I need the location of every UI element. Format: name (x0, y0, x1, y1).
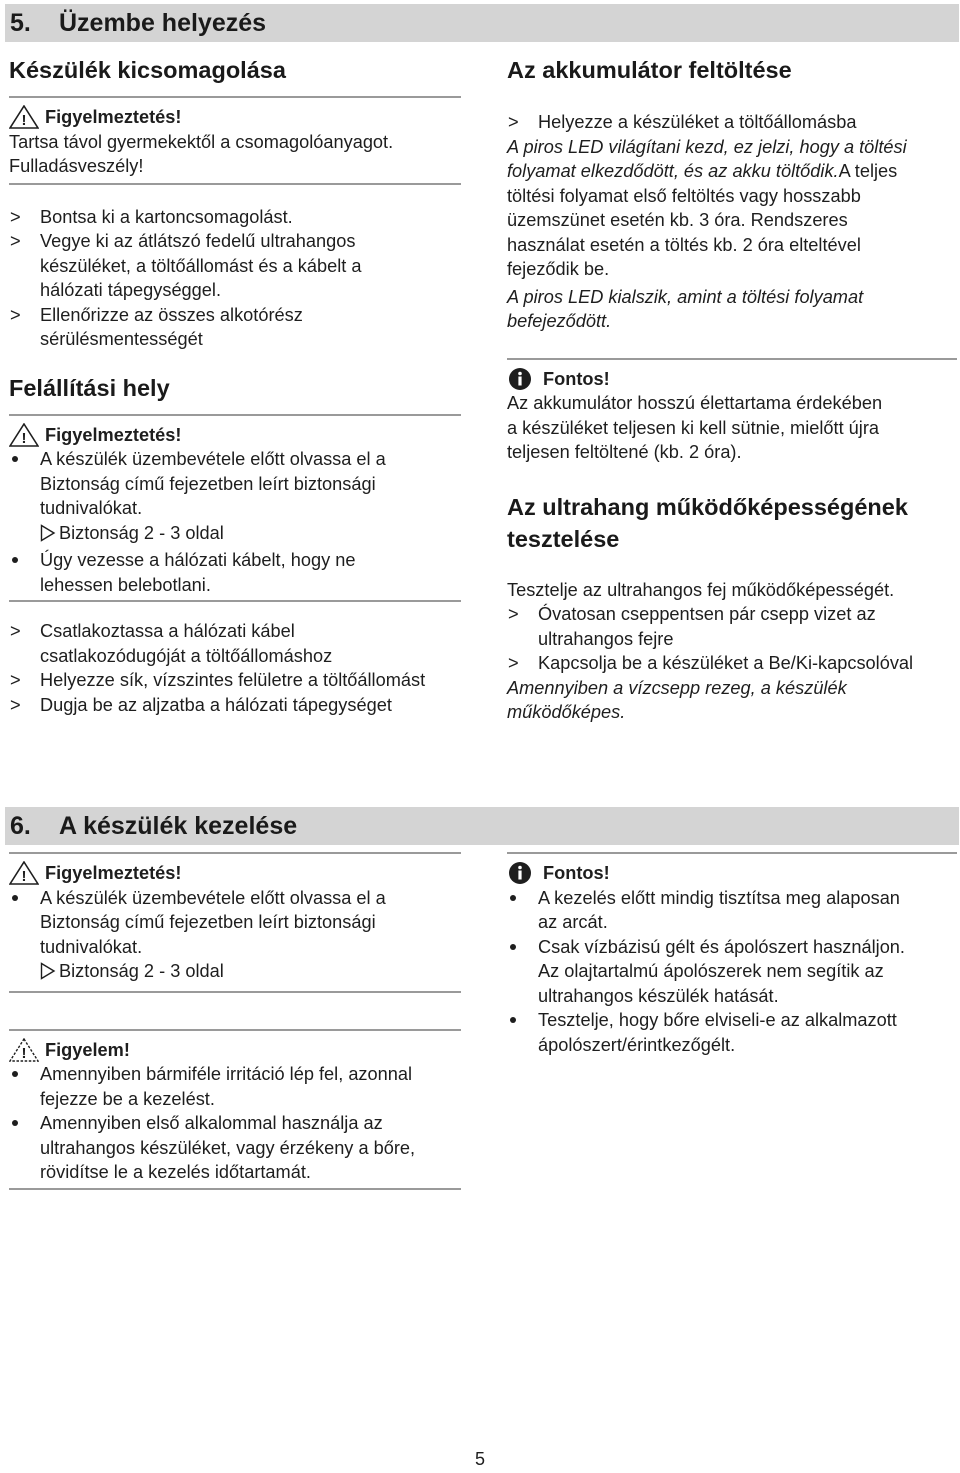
bullet-text: A készülék üzembevétele előtt olvassa el a (40, 887, 386, 908)
charging-text: töltési folyamat első feltöltés vagy hosszabb (507, 185, 861, 206)
bullet-text: lehessen belebotlani. (40, 574, 211, 595)
list-item (9, 548, 461, 597)
arrow-right-icon (40, 962, 56, 980)
bullet-text: Amennyiben első alkalommal használja az (40, 1113, 383, 1134)
list-item (507, 651, 957, 676)
list-item (507, 110, 957, 135)
list-item (9, 619, 461, 668)
bullet-text: ultrahangos készüléket, vagy érzékeny a bőre, (40, 1137, 416, 1158)
bullet-text: Biztonság című fejezetben leírt biztonsági (40, 473, 376, 494)
list-item (9, 303, 461, 352)
step-text: Óvatosan cseppentsen pár csepp vizet az (538, 604, 876, 624)
step-text: Csatlakoztassa a hálózati kábel (40, 621, 295, 642)
svg-text:!: ! (21, 1045, 27, 1062)
warning-title: Figyelmeztetés! (45, 863, 182, 883)
bullet-text: rövidítse le a kezelés időtartamát. (40, 1162, 311, 1183)
section-5-number: 5. (10, 9, 31, 37)
warning-header (9, 861, 461, 886)
info-icon (507, 861, 537, 885)
section-6-number: 6. (10, 812, 31, 840)
test-intro: Tesztelje az ultrahangos fej működőképességét. (507, 579, 895, 600)
bullet-text: ápolószert/érintkezőgélt. (538, 1034, 736, 1055)
list-item (9, 1111, 461, 1185)
test-heading (507, 491, 957, 555)
step-text: hálózati tápegységgel. (40, 280, 221, 300)
section-6-header (5, 807, 959, 845)
test-heading-line: tesztelése (507, 525, 620, 552)
important-text: a készüléket teljesen ki kell sütnie, mielőtt újra (507, 417, 880, 438)
test-heading-line: Az ultrahang működőképességének (507, 493, 908, 520)
italic-note: befejeződött. (507, 311, 612, 331)
step-text: Helyezze sík, vízszintes felületre a töltőállomást (40, 670, 426, 691)
divider (9, 1188, 461, 1190)
charging-text: használat esetén a töltés kb. 2 óra elteltével (507, 234, 861, 255)
warning-header (9, 423, 461, 448)
important-text: teljesen feltöltené (kb. 2 óra). (507, 442, 742, 462)
info-icon (507, 367, 537, 391)
bullet-text: Biztonság című fejezetben leírt biztonsági (40, 912, 376, 932)
italic-note: folyamat elkezdődött, és az akku töltődik. (507, 161, 839, 181)
warning-icon (9, 423, 39, 447)
bullet-text: A kezelés előtt mindig tisztítsa meg alaposan (538, 887, 900, 908)
warning-icon (9, 861, 39, 885)
setup-warning (9, 416, 461, 598)
charging-text (507, 159, 957, 184)
italic-note: A piros LED kialszik, amint a töltési folyamat (507, 286, 864, 307)
bullet-text: Úgy vezesse a hálózati kábelt, hogy ne (40, 550, 356, 571)
list-item (9, 447, 461, 548)
svg-text:!: ! (21, 112, 27, 130)
setup-steps (9, 602, 461, 717)
step-marker: > (10, 304, 21, 325)
safety-page-reference (40, 959, 224, 984)
left-column-top (9, 56, 461, 717)
list-item (9, 205, 461, 230)
bullet-text: Csak vízbázisú gélt és ápolószert használjon. (538, 936, 905, 957)
list-item (9, 693, 461, 718)
list-item (507, 935, 957, 1009)
unpacking-steps (9, 185, 461, 352)
italic-note: működőképes. (507, 702, 626, 722)
svg-text:!: ! (21, 429, 27, 447)
charging-heading: Az akkumulátor feltöltése (507, 57, 792, 83)
caution-note (9, 1031, 461, 1185)
italic-note: Amennyiben a vízcsepp rezeg, a készülék (507, 677, 847, 698)
step-marker: > (508, 112, 519, 132)
bullet-text: fejezze be a kezelést. (40, 1088, 215, 1109)
svg-text:!: ! (21, 868, 27, 886)
list-item (507, 1008, 957, 1057)
divider (9, 991, 461, 993)
list-item (9, 668, 461, 693)
important-text: Az akkumulátor hosszú élettartama érdekében (507, 393, 883, 413)
italic-note: A piros LED világítani kezd, ez jelzi, hogy a töltési (507, 136, 907, 157)
section-6-title: A készülék kezelése (59, 812, 298, 840)
warning-line: Tartsa távol gyermekektől a csomagolóanyagot. (9, 131, 394, 152)
arrow-right-icon (40, 524, 56, 542)
bullet-text: A készülék üzembevétele előtt olvassa el a (40, 449, 386, 469)
charging-important (507, 360, 957, 465)
safety-page-reference (40, 521, 224, 546)
list-item (507, 886, 957, 935)
step-text: Dugja be az aljzatba a hálózati tápegységet (40, 694, 392, 715)
step-text: Kapcsolja be a készüléket a Be/Ki-kapcsolóval (538, 653, 914, 673)
bullet-text: Amennyiben bármiféle irritáció lép fel, azonnal (40, 1064, 413, 1085)
caution-icon (9, 1038, 39, 1062)
caution-title: Figyelem! (45, 1039, 130, 1060)
reference-text: Biztonság 2 - 3 oldal (59, 961, 224, 981)
setup-heading: Felállítási hely (9, 374, 170, 401)
step-marker: > (508, 653, 519, 673)
charging-text: fejeződik be. (507, 259, 610, 279)
list-item (9, 886, 461, 987)
bullet-text: az arcát. (538, 912, 608, 932)
caution-header (9, 1038, 461, 1063)
bullet-text: ultrahangos készülék hatását. (538, 985, 779, 1006)
important-header (507, 367, 957, 392)
step-text: Ellenőrizze az összes alkotórész (40, 304, 303, 325)
bullet-text: Tesztelje, hogy bőre elviseli-e az alkalmazott (538, 1010, 897, 1030)
step-text: Helyezze a készüléket a töltőállomásba (538, 112, 857, 132)
page-number: 5 (474, 1449, 485, 1469)
reference-text: Biztonság 2 - 3 oldal (59, 522, 224, 543)
step-marker: > (10, 206, 21, 227)
usage-warning (9, 854, 461, 987)
step-text: csatlakozódugóját a töltőállomáshoz (40, 645, 333, 666)
bullet-text: tudnivalókat. (40, 936, 143, 957)
charging-body (507, 86, 957, 334)
unpacking-warning (9, 98, 461, 179)
usage-important (507, 854, 957, 1057)
step-marker: > (10, 670, 21, 691)
step-marker: > (508, 604, 519, 624)
step-text: sérülésmentességét (40, 329, 203, 349)
step-text: ultrahangos fejre (538, 628, 674, 649)
warning-header (9, 105, 461, 130)
step-marker: > (10, 694, 21, 715)
list-item (507, 602, 957, 651)
test-body (507, 555, 957, 725)
important-title: Fontos! (543, 368, 610, 389)
unpacking-heading: Készülék kicsomagolása (9, 57, 286, 83)
charging-text: üzemszünet esetén kb. 3 óra. Rendszeres (507, 210, 848, 230)
section-5-title: Üzembe helyezés (59, 9, 267, 37)
warning-icon (9, 105, 39, 129)
step-marker: > (10, 231, 21, 251)
section-5-header (5, 4, 959, 42)
bullet-text: Az olajtartalmú ápolószerek nem segítik az (538, 961, 884, 981)
warning-title: Figyelmeztetés! (45, 424, 182, 445)
important-title: Fontos! (543, 863, 610, 883)
step-marker: > (10, 621, 21, 642)
step-text: Bontsa ki a kartoncsomagolást. (40, 206, 293, 227)
left-column-bottom (9, 852, 461, 1190)
bullet-text: tudnivalókat. (40, 498, 143, 518)
charging-text-part: A teljes (838, 161, 898, 181)
list-item (9, 1062, 461, 1111)
right-column-bottom (507, 852, 957, 1057)
step-text: Vegye ki az átlátszó fedelű ultrahangos (40, 231, 356, 251)
list-item (9, 229, 461, 303)
warning-title: Figyelmeztetés! (45, 107, 182, 127)
warning-line: Fulladásveszély! (9, 156, 144, 176)
right-column-top (507, 56, 957, 725)
important-header (507, 861, 957, 886)
step-text: készüléket, a töltőállomást és a kábelt a (40, 255, 362, 276)
